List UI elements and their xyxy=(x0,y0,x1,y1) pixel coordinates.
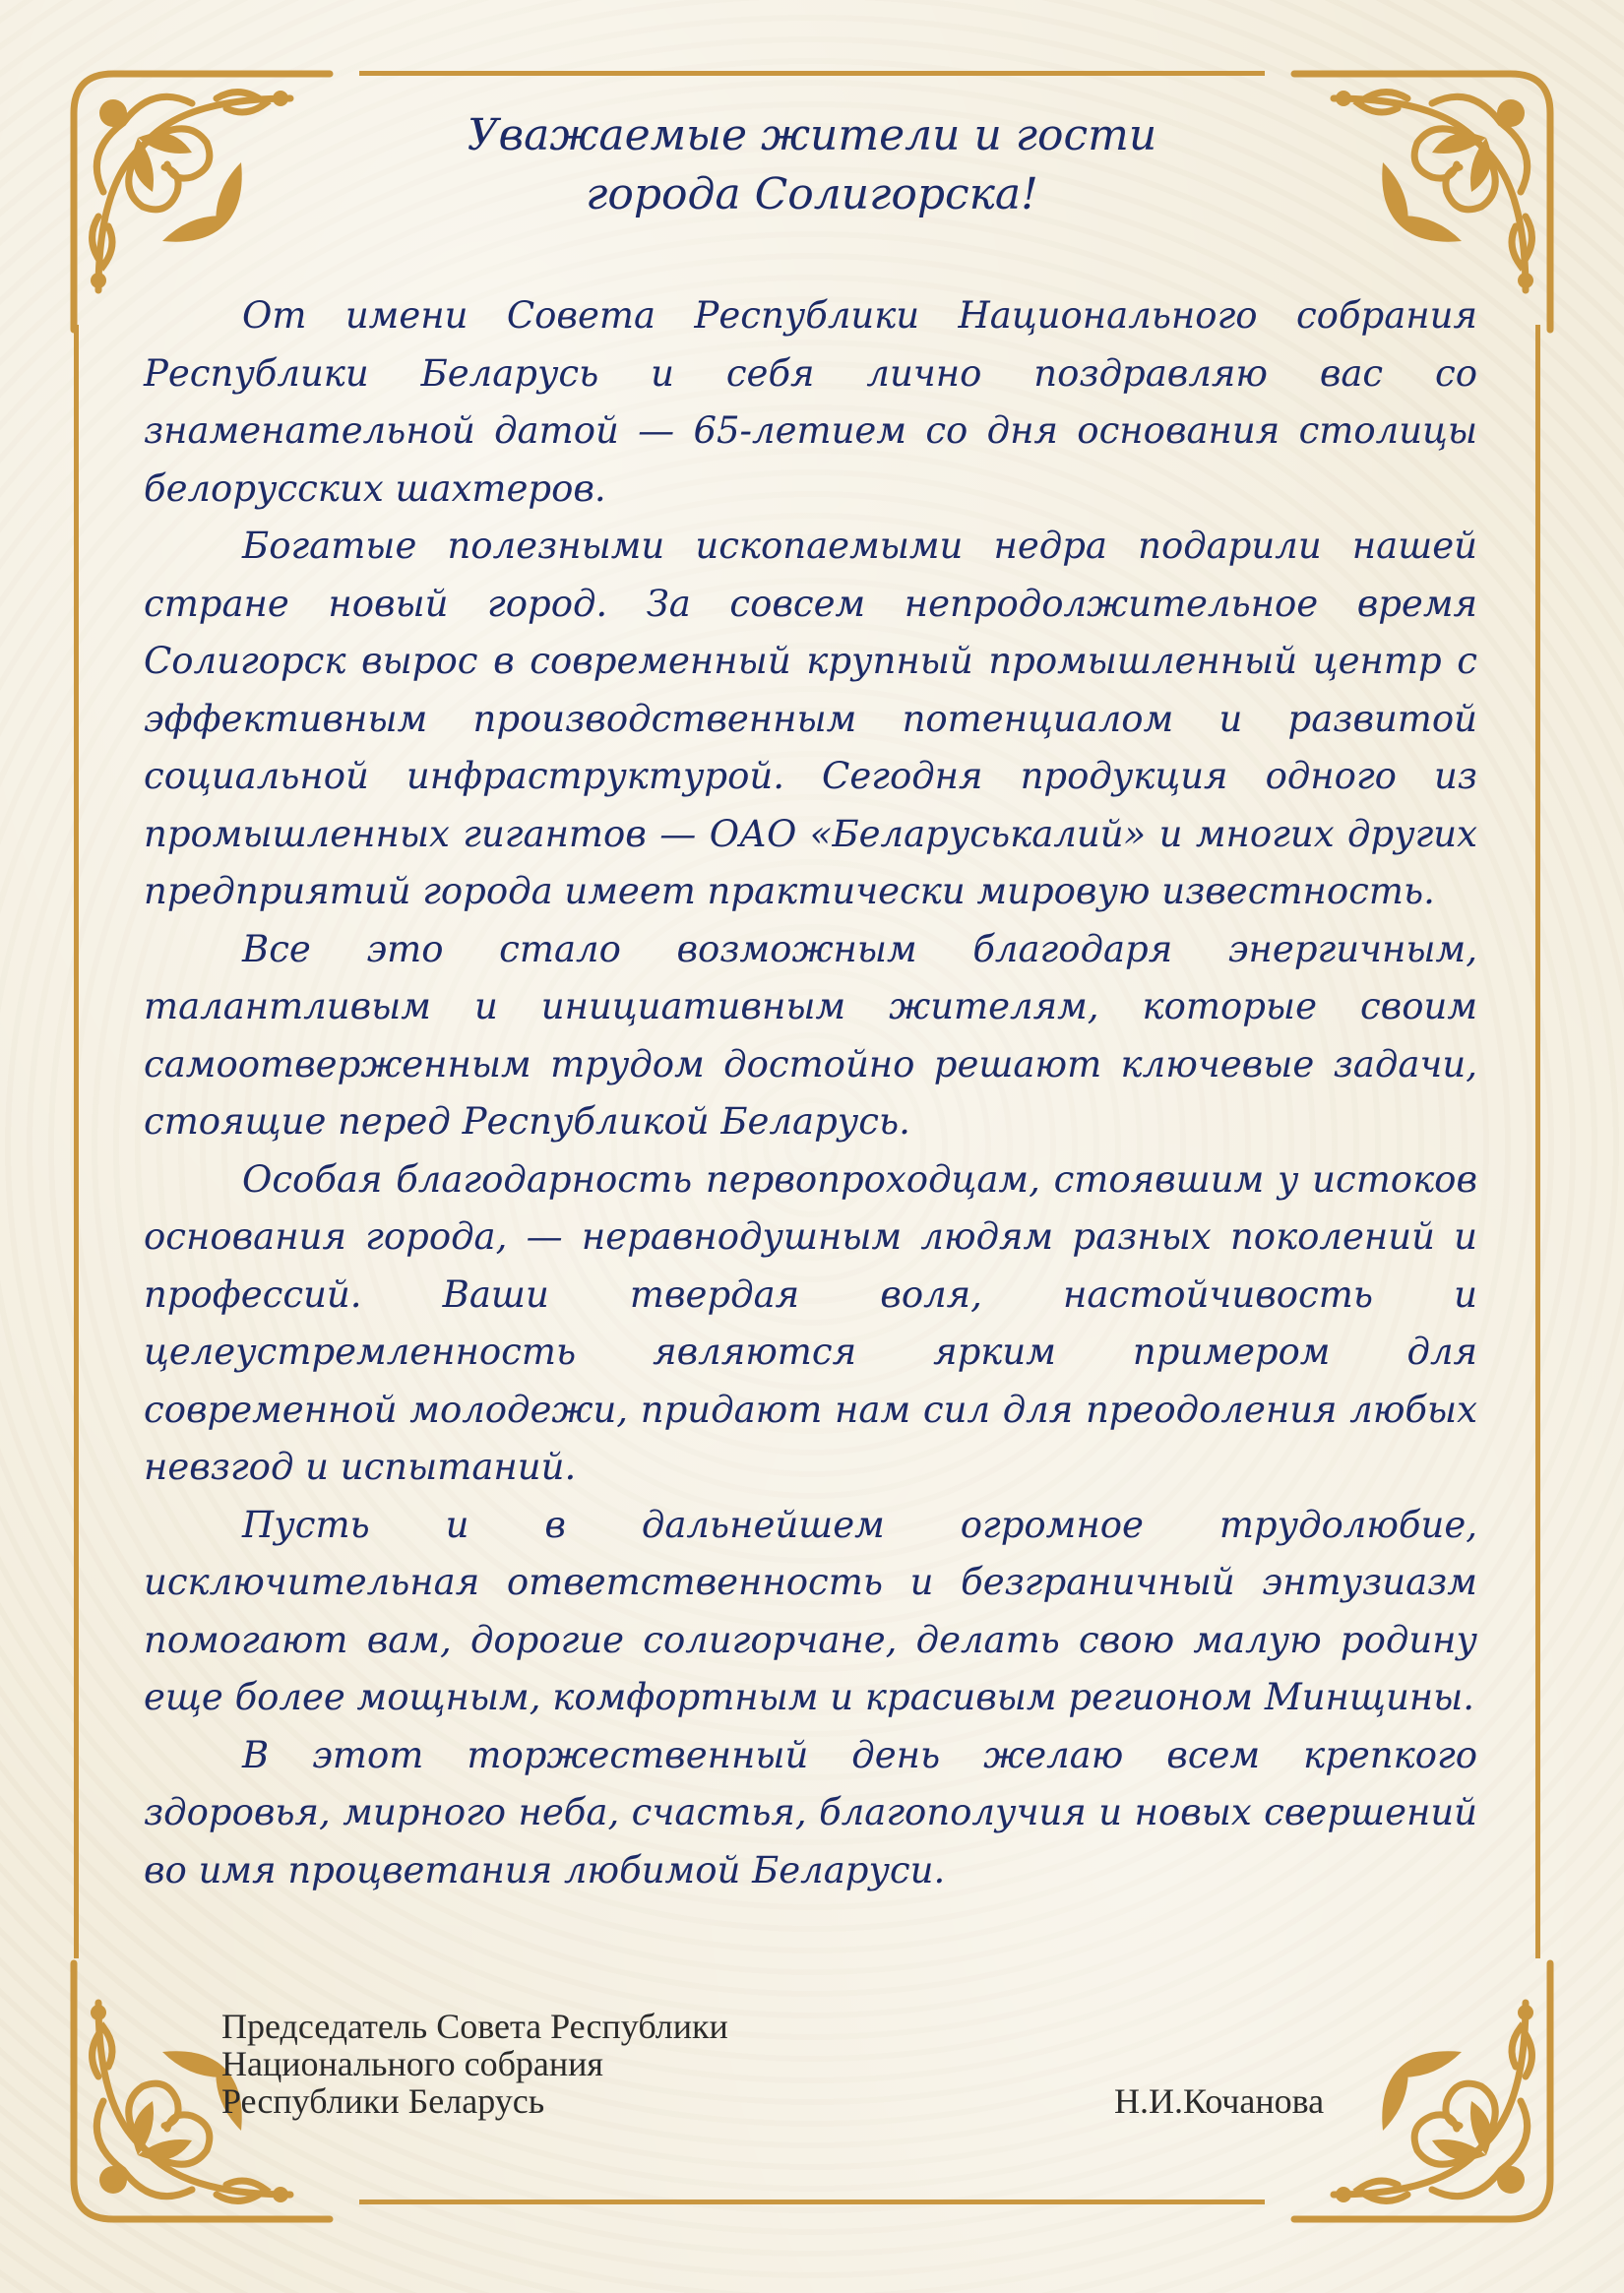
frame-left-line xyxy=(74,325,79,1958)
letter-body xyxy=(144,287,1477,1899)
paragraph-6: В этот торжественный день желаю всем крепкого здоровья, мирного неба, счастья, благополучия и новых свершений во имя процветания любимой Беларуси. xyxy=(144,1733,1477,1891)
signature-line-1: Председатель Совета Республики xyxy=(221,2007,728,2046)
letter-title xyxy=(325,106,1299,224)
signature-line-3: Республики Беларусь xyxy=(221,2081,545,2121)
frame-top-line xyxy=(359,71,1265,76)
signer-name: Н.И.Кочанова xyxy=(1114,2081,1325,2121)
title-line-2: города Солигорска! xyxy=(586,169,1038,219)
frame-right-line xyxy=(1535,325,1540,1958)
paragraph-5: Пусть и в дальнейшем огромное трудолюбие, исключительная ответственность и безграничный энтузиазм помогают вам, дорогие солигорчане, делать свою малую родину еще более мощным, комфортным и красивым регионом Минщины. xyxy=(144,1503,1477,1718)
paragraph-4: Особая благодарность первопроходцам, стоявшим у истоков основания города, — неравнодушным людям разных поколений и профессий. Ваши твердая воля, настойчивость и целеустремленность являются ярким примером для современной молодежи, придают нам сил для преодоления любых невзгод и испытаний. xyxy=(144,1157,1477,1488)
signature-line-2: Национального собрания xyxy=(221,2044,603,2083)
title-line-1: Уважаемые жители и гости xyxy=(467,110,1157,160)
ornament-corner-icon xyxy=(1284,1953,1580,2249)
frame-bottom-line xyxy=(359,2200,1265,2204)
paragraph-2: Богатые полезными ископаемыми недра подарили нашей стране новый город. За совсем непродолжительное время Солигорск вырос в современный крупный промышленный центр с эффективным производственным потенциалом и развитой социальной инфраструктурой. Сегодня продукция одного из промышленных гигантов — ОАО «Беларуськалий» и многих других предприятий города имеет практически мировую известность. xyxy=(144,525,1477,912)
paragraph-1: От имени Совета Республики Национального собрания Республики Беларусь и себя лично поздравляю вас со знаменательной датой — 65-летием со дня основания столицы белорусских шахтеров. xyxy=(144,294,1477,510)
paragraph-3: Все это стало возможным благодаря энергичным, талантливым и инициативным жителям, которые своим самоотверженным трудом достойно решают ключевые задачи, стоящие перед Республикой Беларусь. xyxy=(144,927,1477,1143)
signature-position xyxy=(221,2008,728,2120)
